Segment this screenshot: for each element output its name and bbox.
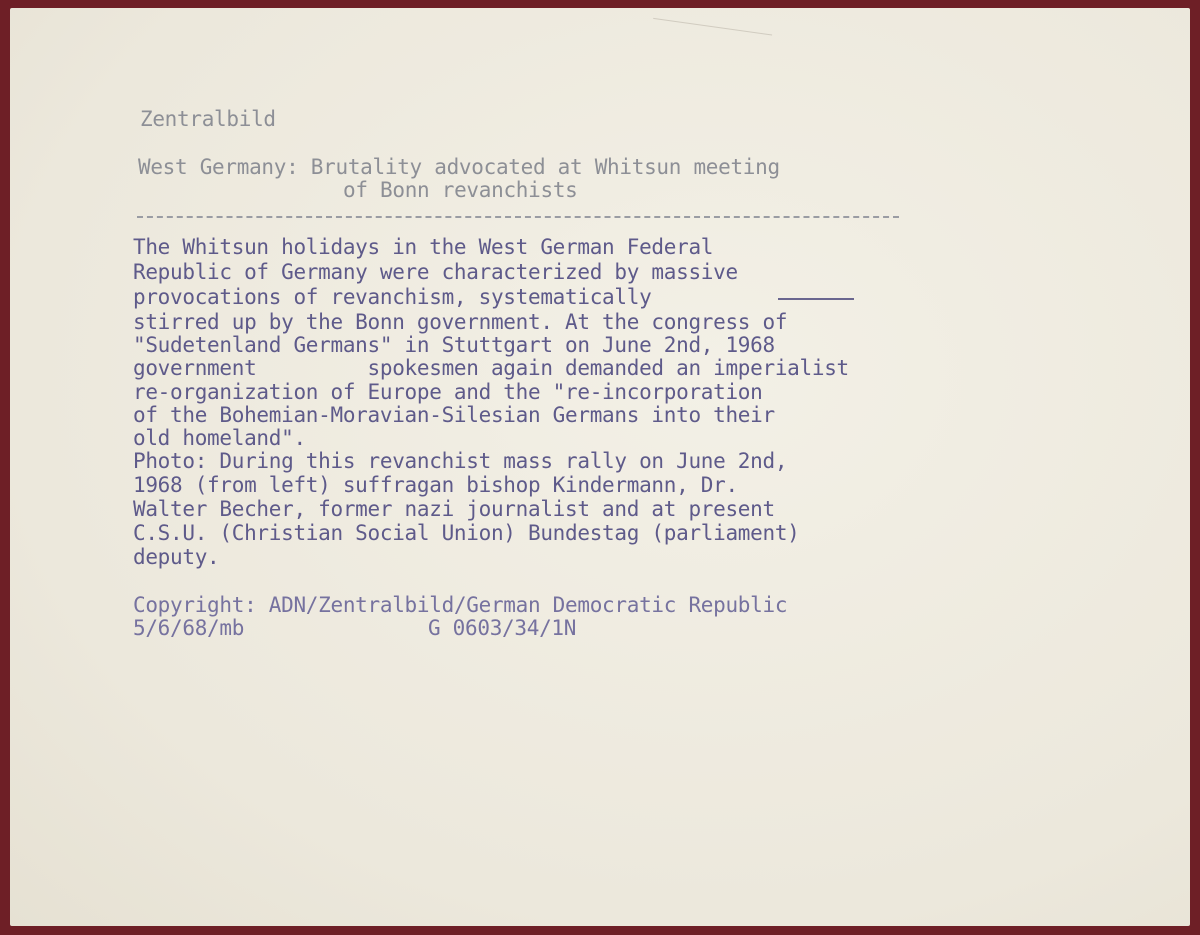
paper-crease [648,18,772,73]
body-line-4: stirred up by the Bonn government. At the congress of [133,310,788,334]
body-line-7: re-organization of Europe and the "re-incorporation [133,380,763,404]
source-label: Zentralbild [140,107,276,131]
body-line-9: old homeland". [133,426,306,450]
body-line-10: Photo: During this revanchist mass rally on June 2nd, [133,449,788,473]
body-line-5: "Sudetenland Germans" in Stuttgart on June 2nd, 1968 [133,333,775,357]
body-line-2: Republic of Germany were characterized by massive [133,260,738,284]
date-code: 5/6/68/mb [133,616,245,640]
typed-blank-underline [778,298,854,300]
body-line-13: C.S.U. (Christian Social Union) Bundestag (parliament) [133,521,800,545]
reference-number: G 0603/34/1N [428,616,577,640]
body-line-12: Walter Becher, former nazi journalist and at present [133,497,775,521]
body-line-14: deputy. [133,545,220,569]
body-line-6: government spokesmen again demanded an imperialist [133,356,849,380]
headline-line-1: West Germany: Brutality advocated at Whitsun meeting [138,155,780,179]
body-line-1: The Whitsun holidays in the West German Federal [133,235,714,259]
headline-line-2: of Bonn revanchists [343,178,578,202]
body-line-8: of the Bohemian-Moravian-Silesian Germans into their [133,403,775,427]
body-line-11: 1968 (from left) suffragan bishop Kindermann, Dr. [133,473,738,497]
separator-dashes [137,212,899,218]
body-line-3: provocations of revanchism, systematically [133,285,652,309]
copyright-line: Copyright: ADN/Zentralbild/German Democratic Republic [133,593,788,617]
